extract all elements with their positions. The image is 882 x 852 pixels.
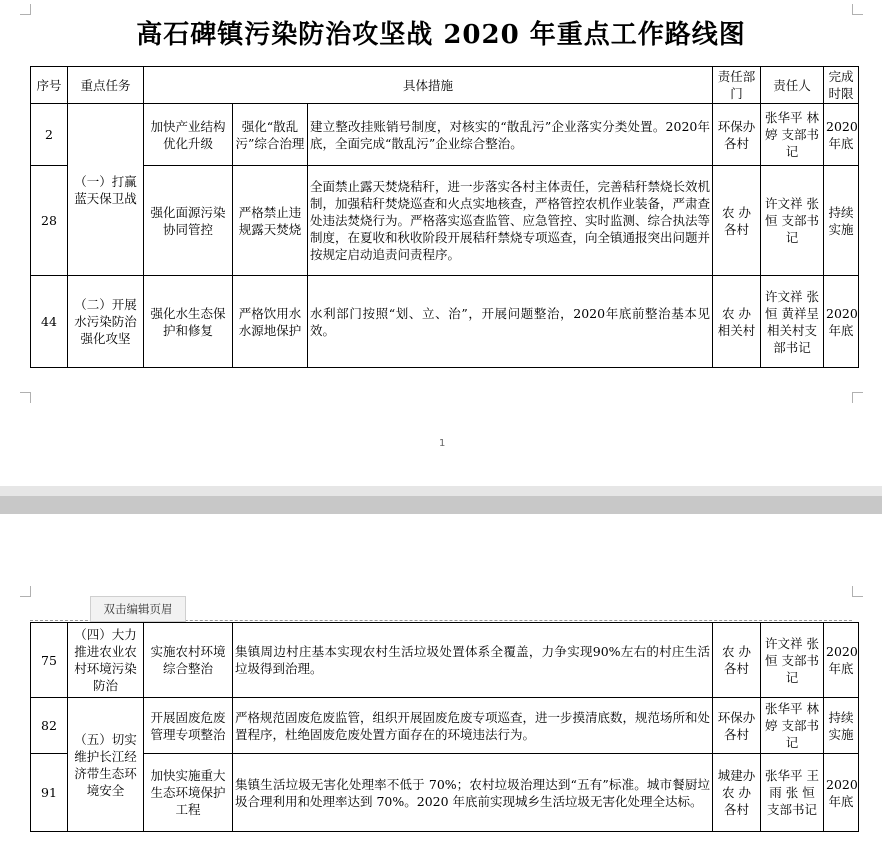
task-name: （二）开展水污染防治强化攻坚 [68, 276, 144, 368]
work-plan-table[interactable] [30, 66, 859, 368]
deadline: 持续实施 [824, 698, 859, 754]
row-no: 2 [31, 104, 68, 166]
responsible-dept: 农 办 各村 [713, 623, 761, 698]
page-corner-mark [852, 586, 863, 597]
measure-category: 强化水生态保护和修复 [144, 276, 233, 368]
responsible-dept: 城建办 农 办 各村 [713, 754, 761, 832]
measure-category: 实施农村环境综合整治 [144, 623, 233, 698]
responsible-person: 张华平 林 婷 支部书记 [761, 698, 824, 754]
page-corner-mark [852, 392, 863, 403]
responsible-dept: 环保办各村 [713, 698, 761, 754]
page-number: 1 [439, 438, 446, 449]
table-header-row [31, 67, 859, 104]
row-no: 91 [31, 754, 68, 832]
page-corner-mark [20, 392, 31, 403]
measure-category: 加快实施重大生态环境保护工程 [144, 754, 233, 832]
document-title[interactable]: 高石碑镇污染防治攻坚战 2020 年重点工作路线图 [136, 20, 746, 50]
table-row [31, 754, 859, 832]
measure-detail: 严格规范固废危废监管，组织开展固废危废专项巡查，进一步摸清底数，规范场所和处置程序，杜绝固废危废处置方面存在的环境违法行为。 [233, 698, 713, 754]
responsible-dept: 农 办 相关村 [713, 276, 761, 368]
task-name: （四）大力推进农业农村环境污染防治 [68, 623, 144, 698]
task-name: （一）打赢蓝天保卫战 [68, 104, 144, 276]
header-dept: 责任部门 [713, 67, 761, 104]
row-no: 28 [31, 166, 68, 276]
table-row [31, 276, 859, 368]
responsible-person: 许文祥 张 恒 黄祥呈 相关村支部书记 [761, 276, 824, 368]
measure-detail: 集镇生活垃圾无害化处理率不低于 70%；农村垃圾治理达到“五有”标准。城市餐厨垃圾合理利用和处理率达到 70%。2020 年底前实现城乡生活垃圾无害化处理全达标。 [233, 754, 713, 832]
row-no: 44 [31, 276, 68, 368]
measure-detail: 集镇周边村庄基本实现农村生活垃圾处置体系全覆盖，力争实现90%左右的村庄生活垃圾得到治理。 [233, 623, 713, 698]
responsible-dept: 农 办 各村 [713, 166, 761, 276]
measure-detail: 全面禁止露天焚烧秸秆，进一步落实各村主体责任，完善秸秆禁烧长效机制，加强秸秆焚烧巡查和火点实地核查，严格管控农机作业装备，严肃查处违法焚烧行为。严格落实巡查监管、应急管控、实时监测、综合执法等制度，在夏收和秋收阶段开展秸秆禁烧专项巡查，向全镇通报突出问题并按规定启动追责问责程序。 [308, 166, 713, 276]
deadline: 持续实施 [824, 166, 859, 276]
responsible-person: 张华平 王 雨 张 恒 支部书记 [761, 754, 824, 832]
measure-category: 加快产业结构优化升级 [144, 104, 233, 166]
page-gap [0, 496, 882, 514]
table-row [31, 166, 859, 276]
page-corner-mark [20, 586, 31, 597]
table-row [31, 104, 859, 166]
row-no: 75 [31, 623, 68, 698]
responsible-person: 许文祥 张 恒 支部书记 [761, 166, 824, 276]
page-separator [0, 486, 882, 496]
responsible-person: 张华平 林 婷 支部书记 [761, 104, 824, 166]
measure-category: 开展固废危废管理专项整治 [144, 698, 233, 754]
measure-subcategory: 严格饮用水水源地保护 [233, 276, 308, 368]
task-name: （五）切实维护长江经济带生态环境安全 [68, 698, 144, 832]
edit-header-tooltip[interactable]: 双击编辑页眉 [90, 596, 186, 622]
header-measures: 具体措施 [144, 67, 713, 104]
measure-detail: 水利部门按照“划、立、治”，开展问题整治，2020年底前整治基本见效。 [308, 276, 713, 368]
header-person: 责任人 [761, 67, 824, 104]
responsible-person: 许文祥 张 恒 支部书记 [761, 623, 824, 698]
measure-detail: 建立整改挂账销号制度，对核实的“散乱污”企业落实分类处置。2020年底，全面完成“散乱污”企业综合整治。 [308, 104, 713, 166]
row-no: 82 [31, 698, 68, 754]
header-task: 重点任务 [68, 67, 144, 104]
header-deadline: 完成时限 [824, 67, 859, 104]
measure-category: 强化面源污染协同管控 [144, 166, 233, 276]
responsible-dept: 环保办各村 [713, 104, 761, 166]
deadline: 2020年底 [824, 754, 859, 832]
table-row [31, 623, 859, 698]
deadline: 2020年底 [824, 276, 859, 368]
deadline: 2020年底 [824, 104, 859, 166]
measure-subcategory: 强化“散乱污”综合治理 [233, 104, 308, 166]
deadline: 2020年底 [824, 623, 859, 698]
work-plan-table-continued[interactable] [30, 622, 859, 832]
measure-subcategory: 严格禁止违规露天焚烧 [233, 166, 308, 276]
table-row [31, 698, 859, 754]
header-no: 序号 [31, 67, 68, 104]
